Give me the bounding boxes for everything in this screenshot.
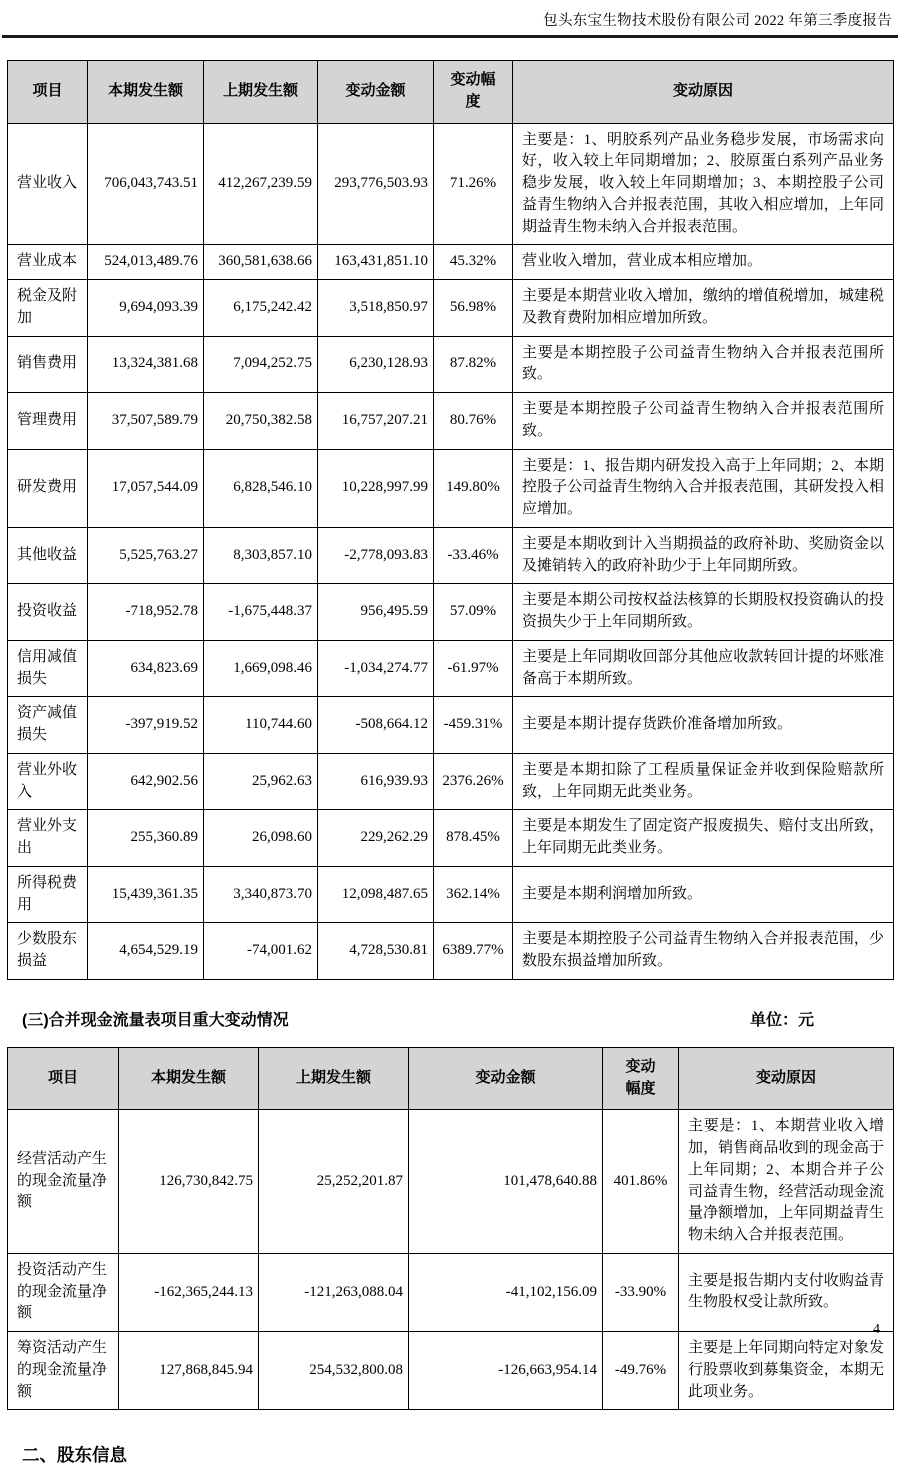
current-amount-cell: 642,902.56 (88, 753, 204, 810)
change-percent-cell: -459.31% (434, 697, 513, 754)
cashflow-section-title: (三)合并现金流量表项目重大变动情况 (22, 1011, 289, 1029)
current-amount-cell: 4,654,529.19 (88, 923, 204, 980)
prior-amount-cell: 6,828,546.10 (204, 449, 318, 527)
change-percent-cell: 71.26% (434, 123, 513, 245)
change-percent-cell: -61.97% (434, 640, 513, 697)
table-row (8, 584, 894, 641)
income-statement-changes-table (7, 60, 894, 980)
column-header-change: 变动金额 (409, 1047, 603, 1110)
change-reason-cell: 主要是：1、本期营业收入增加，销售商品收到的现金高于上年同期；2、本期合并子公司益青生物，经营活动现金流量净额增加，上年同期益青生物未纳入合并报表范围。 (679, 1110, 894, 1254)
change-amount-cell: -1,034,274.77 (318, 640, 434, 697)
table-header (8, 1047, 894, 1110)
table-row (8, 245, 894, 280)
table-row (8, 1253, 894, 1331)
cashflow-section-header (22, 1007, 814, 1030)
change-amount-cell: 6,230,128.93 (318, 336, 434, 393)
item-cell: 所得税费用 (8, 866, 88, 923)
change-amount-cell: 3,518,850.97 (318, 280, 434, 337)
change-amount-cell: -41,102,156.09 (409, 1253, 603, 1331)
change-reason-cell: 主要是上年同期收回部分其他应收款转回计提的坏账准备高于本期所致。 (513, 640, 894, 697)
page-number: 4 (873, 1322, 880, 1337)
item-cell: 投资收益 (8, 584, 88, 641)
change-reason-cell: 主要是本期公司按权益法核算的长期股权投资确认的投资损失少于上年同期所致。 (513, 584, 894, 641)
table-row (8, 753, 894, 810)
table-row (8, 449, 894, 527)
change-percent-cell: 87.82% (434, 336, 513, 393)
column-header-pct: 变动幅度 (603, 1047, 679, 1110)
item-cell: 信用减值损失 (8, 640, 88, 697)
change-reason-cell: 主要是本期扣除了工程质量保证金并收到保险赔款所致，上年同期无此类业务。 (513, 753, 894, 810)
table-header-row (8, 61, 894, 124)
change-percent-cell: 878.45% (434, 810, 513, 867)
table-row (8, 866, 894, 923)
change-percent-cell: 45.32% (434, 245, 513, 280)
table-row (8, 123, 894, 245)
change-amount-cell: 163,431,851.10 (318, 245, 434, 280)
prior-amount-cell: -121,263,088.04 (259, 1253, 409, 1331)
change-reason-cell: 主要是：1、报告期内研发投入高于上年同期；2、本期控股子公司益青生物纳入合并报表范围，其研发投入相应增加。 (513, 449, 894, 527)
change-amount-cell: 16,757,207.21 (318, 393, 434, 450)
table-row (8, 280, 894, 337)
column-header-current: 本期发生额 (119, 1047, 259, 1110)
column-header-change: 变动金额 (318, 61, 434, 124)
change-percent-cell: 362.14% (434, 866, 513, 923)
current-amount-cell: -397,919.52 (88, 697, 204, 754)
change-amount-cell: -508,664.12 (318, 697, 434, 754)
change-percent-cell: -33.46% (434, 527, 513, 584)
shareholders-section-title: 二、股东信息 (22, 1445, 127, 1466)
current-amount-cell: 13,324,381.68 (88, 336, 204, 393)
column-header-reason: 变动原因 (679, 1047, 894, 1110)
current-amount-cell: 5,525,763.27 (88, 527, 204, 584)
item-cell: 经营活动产生的现金流量净额 (8, 1110, 119, 1254)
change-percent-cell: 80.76% (434, 393, 513, 450)
prior-amount-cell: 110,744.60 (204, 697, 318, 754)
prior-amount-cell: -74,001.62 (204, 923, 318, 980)
change-percent-cell: 6389.77% (434, 923, 513, 980)
column-header-pct: 变动幅度 (434, 61, 513, 124)
change-reason-cell: 主要是上年同期向特定对象发行股票收到募集资金，本期无此项业务。 (679, 1332, 894, 1410)
current-amount-cell: 634,823.69 (88, 640, 204, 697)
current-amount-cell: 255,360.89 (88, 810, 204, 867)
prior-amount-cell: 360,581,638.66 (204, 245, 318, 280)
table-row (8, 1332, 894, 1410)
table-row (8, 810, 894, 867)
item-cell: 筹资活动产生的现金流量净额 (8, 1332, 119, 1410)
table-row (8, 336, 894, 393)
item-cell: 营业外支出 (8, 810, 88, 867)
prior-amount-cell: 25,252,201.87 (259, 1110, 409, 1254)
change-reason-cell: 营业收入增加，营业成本相应增加。 (513, 245, 894, 280)
change-amount-cell: 616,939.93 (318, 753, 434, 810)
change-amount-cell: 12,098,487.65 (318, 866, 434, 923)
prior-amount-cell: 3,340,873.70 (204, 866, 318, 923)
change-reason-cell: 主要是本期控股子公司益青生物纳入合并报表范围所致。 (513, 336, 894, 393)
table-body (8, 123, 894, 979)
change-reason-cell: 主要是本期利润增加所致。 (513, 866, 894, 923)
change-amount-cell: -126,663,954.14 (409, 1332, 603, 1410)
change-amount-cell: 229,262.29 (318, 810, 434, 867)
item-cell: 资产减值损失 (8, 697, 88, 754)
item-cell: 营业外收入 (8, 753, 88, 810)
item-cell: 其他收益 (8, 527, 88, 584)
current-amount-cell: 126,730,842.75 (119, 1110, 259, 1254)
table-row (8, 923, 894, 980)
change-amount-cell: 10,228,997.99 (318, 449, 434, 527)
column-header-reason: 变动原因 (513, 61, 894, 124)
change-percent-cell: 149.80% (434, 449, 513, 527)
item-cell: 销售费用 (8, 336, 88, 393)
change-amount-cell: 293,776,503.93 (318, 123, 434, 245)
change-reason-cell: 主要是本期发生了固定资产报废损失、赔付支出所致，上年同期无此类业务。 (513, 810, 894, 867)
change-amount-cell: -2,778,093.83 (318, 527, 434, 584)
item-cell: 管理费用 (8, 393, 88, 450)
prior-amount-cell: 412,267,239.59 (204, 123, 318, 245)
current-amount-cell: -718,952.78 (88, 584, 204, 641)
change-percent-cell: 401.86% (603, 1110, 679, 1254)
prior-amount-cell: 26,098.60 (204, 810, 318, 867)
item-cell: 营业收入 (8, 123, 88, 245)
prior-amount-cell: 20,750,382.58 (204, 393, 318, 450)
cashflow-changes-table (7, 1047, 894, 1411)
prior-amount-cell: 7,094,252.75 (204, 336, 318, 393)
current-amount-cell: 706,043,743.51 (88, 123, 204, 245)
current-amount-cell: 9,694,093.39 (88, 280, 204, 337)
change-percent-cell: 56.98% (434, 280, 513, 337)
change-reason-cell: 主要是本期收到计入当期损益的政府补助、奖励资金以及摊销转入的政府补助少于上年同期所致。 (513, 527, 894, 584)
current-amount-cell: 15,439,361.35 (88, 866, 204, 923)
change-percent-cell: -49.76% (603, 1332, 679, 1410)
item-cell: 投资活动产生的现金流量净额 (8, 1253, 119, 1331)
current-amount-cell: 524,013,489.76 (88, 245, 204, 280)
item-cell: 少数股东损益 (8, 923, 88, 980)
change-reason-cell: 主要是报告期内支付收购益青生物股权受让款所致。 (679, 1253, 894, 1331)
prior-amount-cell: 8,303,857.10 (204, 527, 318, 584)
change-percent-cell: 2376.26% (434, 753, 513, 810)
current-amount-cell: 17,057,544.09 (88, 449, 204, 527)
column-header-prior: 上期发生额 (259, 1047, 409, 1110)
prior-amount-cell: 1,669,098.46 (204, 640, 318, 697)
change-percent-cell: 57.09% (434, 584, 513, 641)
change-reason-cell: 主要是本期控股子公司益青生物纳入合并报表范围，少数股东损益增加所致。 (513, 923, 894, 980)
change-reason-cell: 主要是本期控股子公司益青生物纳入合并报表范围所致。 (513, 393, 894, 450)
change-reason-cell: 主要是本期计提存货跌价准备增加所致。 (513, 697, 894, 754)
item-cell: 营业成本 (8, 245, 88, 280)
change-amount-cell: 101,478,640.88 (409, 1110, 603, 1254)
document-header-title: 包头东宝生物技术股份有限公司 2022 年第三季度报告 (543, 13, 892, 29)
change-amount-cell: 956,495.59 (318, 584, 434, 641)
change-reason-cell: 主要是本期营业收入增加，缴纳的增值税增加，城建税及教育费附加相应增加所致。 (513, 280, 894, 337)
column-header-item: 项目 (8, 1047, 119, 1110)
prior-amount-cell: 6,175,242.42 (204, 280, 318, 337)
change-amount-cell: 4,728,530.81 (318, 923, 434, 980)
prior-amount-cell: 25,962.63 (204, 753, 318, 810)
column-header-current: 本期发生额 (88, 61, 204, 124)
column-header-prior: 上期发生额 (204, 61, 318, 124)
table-row (8, 697, 894, 754)
table-row (8, 393, 894, 450)
current-amount-cell: 37,507,589.79 (88, 393, 204, 450)
column-header-item: 项目 (8, 61, 88, 124)
current-amount-cell: 127,868,845.94 (119, 1332, 259, 1410)
change-percent-cell: -33.90% (603, 1253, 679, 1331)
item-cell: 税金及附加 (8, 280, 88, 337)
table-row (8, 640, 894, 697)
table-header-row (8, 1047, 894, 1110)
prior-amount-cell: 254,532,800.08 (259, 1332, 409, 1410)
table-header (8, 61, 894, 124)
prior-amount-cell: -1,675,448.37 (204, 584, 318, 641)
current-amount-cell: -162,365,244.13 (119, 1253, 259, 1331)
unit-label: 单位：元 (749, 1011, 814, 1029)
table-row (8, 1110, 894, 1254)
header-divider-rule (2, 35, 898, 38)
table-row (8, 527, 894, 584)
item-cell: 研发费用 (8, 449, 88, 527)
change-reason-cell: 主要是：1、明胶系列产品业务稳步发展，市场需求向好，收入较上年同期增加；2、胶原蛋白系列产品业务稳步发展，收入较上年同期增加；3、本期控股子公司益青生物纳入合并报表范围，其收入相应增加，上年同期益青生物未纳入合并报表范围。 (513, 123, 894, 245)
table-body (8, 1110, 894, 1410)
